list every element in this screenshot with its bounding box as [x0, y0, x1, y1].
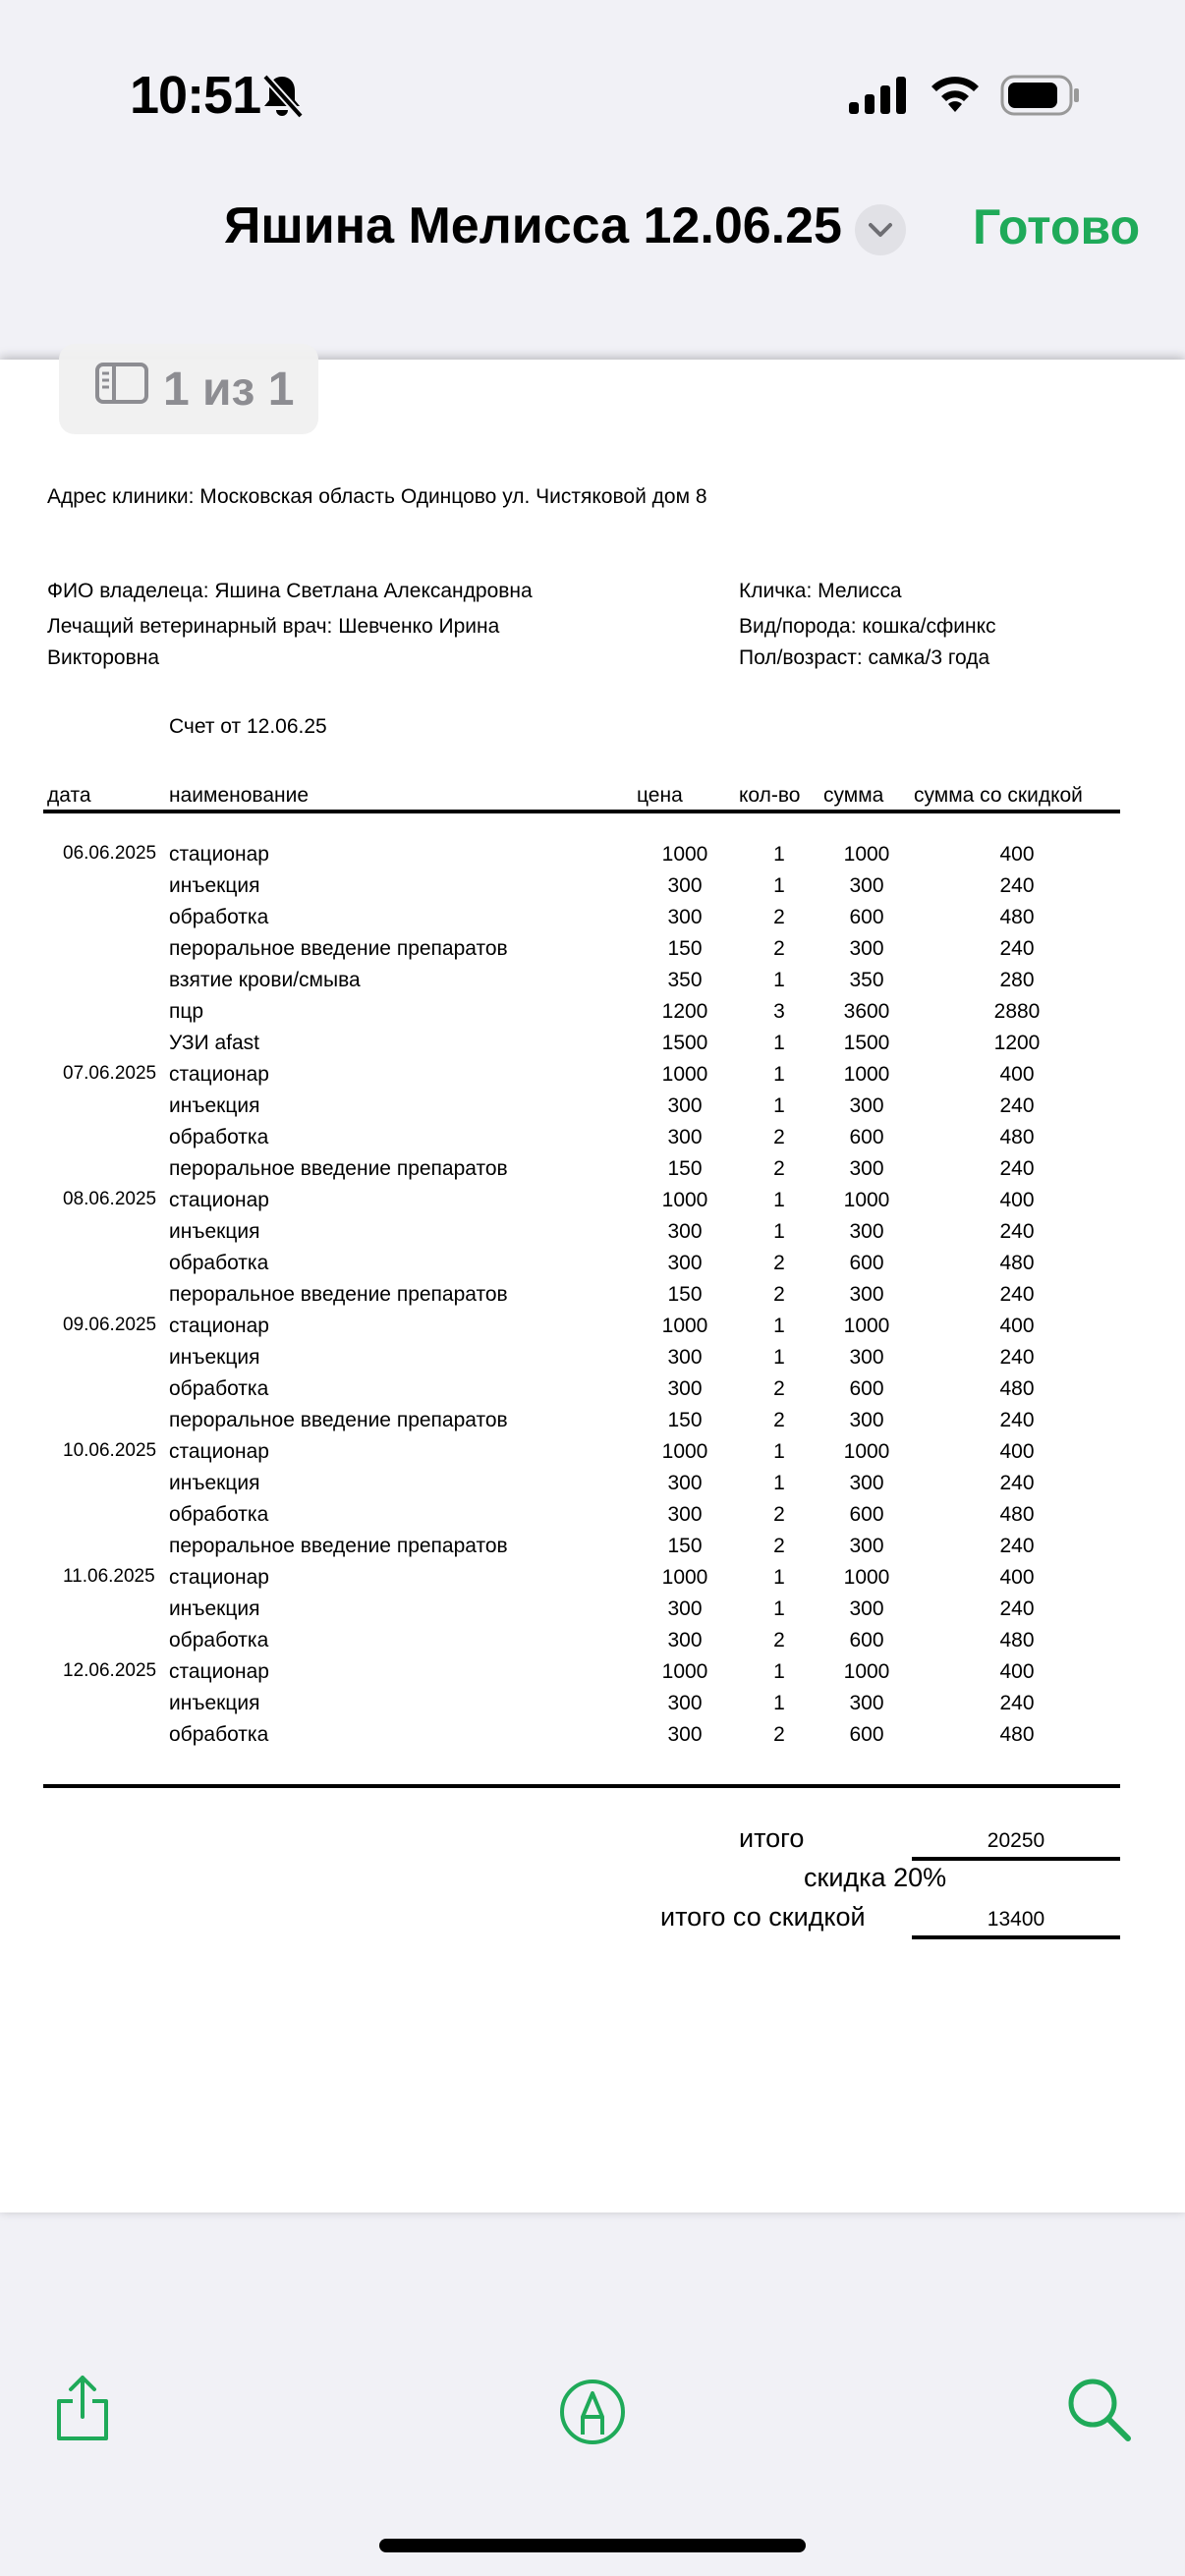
row-price: 150	[667, 1283, 703, 1306]
row-discount-sum: 240	[999, 1692, 1035, 1714]
row-discount-sum: 400	[999, 843, 1035, 866]
chevron-down-icon[interactable]	[855, 204, 906, 255]
row-name: пероральное введение препаратов	[169, 1157, 508, 1180]
row-discount-sum: 480	[999, 1377, 1035, 1400]
total-value: 20250	[987, 1829, 1045, 1852]
table-row	[0, 1126, 1185, 1157]
table-row	[0, 1032, 1185, 1063]
table-row	[0, 1503, 1185, 1535]
row-qty: 3	[773, 1000, 785, 1023]
row-qty: 1	[773, 969, 785, 991]
row-qty: 2	[773, 1535, 785, 1557]
row-name: стационар	[169, 1189, 269, 1211]
row-price: 150	[667, 1157, 703, 1180]
total-label: итого	[739, 1823, 805, 1853]
header-sum: сумма	[823, 784, 884, 807]
table-row	[0, 1094, 1185, 1126]
row-price: 1200	[661, 1000, 708, 1023]
row-name: пероральное введение препаратов	[169, 1409, 508, 1431]
table-row	[0, 937, 1185, 969]
row-name: обработка	[169, 1503, 269, 1526]
row-sum: 1000	[843, 1063, 890, 1086]
table-row	[0, 1346, 1185, 1377]
table-row	[0, 1629, 1185, 1660]
row-discount-sum: 240	[999, 1597, 1035, 1620]
row-price: 300	[667, 906, 703, 928]
header-qty: кол-во	[739, 784, 801, 807]
table-row	[0, 1157, 1185, 1189]
row-name: инъекция	[169, 1220, 260, 1243]
row-discount-sum: 480	[999, 1629, 1035, 1652]
doctor-name-line1: Лечащий ветеринарный врач: Шевченко Ирина	[47, 615, 500, 638]
row-discount-sum: 240	[999, 1157, 1035, 1180]
table-row	[0, 1409, 1185, 1440]
row-name: взятие крови/смыва	[169, 969, 361, 991]
row-name: инъекция	[169, 874, 260, 897]
row-name: обработка	[169, 1252, 269, 1274]
row-price: 1000	[661, 1660, 708, 1683]
row-discount-sum: 400	[999, 1566, 1035, 1589]
page-indicator[interactable]	[59, 344, 318, 434]
row-price: 350	[667, 969, 703, 991]
row-sum: 600	[849, 1126, 884, 1148]
row-sum: 600	[849, 906, 884, 928]
table-row	[0, 1723, 1185, 1755]
row-discount-sum: 400	[999, 1315, 1035, 1337]
table-row	[0, 906, 1185, 937]
row-name: пероральное введение препаратов	[169, 1283, 508, 1306]
row-sum: 600	[849, 1723, 884, 1746]
row-name: стационар	[169, 1440, 269, 1463]
row-name: пероральное введение препаратов	[169, 1535, 508, 1557]
row-price: 300	[667, 1597, 703, 1620]
document-title[interactable]: Яшина Мелисса 12.06.25	[224, 197, 842, 254]
row-date: 11.06.2025	[63, 1566, 155, 1587]
row-date: 09.06.2025	[63, 1315, 157, 1335]
row-sum: 600	[849, 1503, 884, 1526]
pet-name: Кличка: Мелисса	[739, 580, 902, 602]
share-icon[interactable]	[53, 2374, 112, 2447]
table-row	[0, 1597, 1185, 1629]
row-qty: 1	[773, 1220, 785, 1243]
row-price: 300	[667, 1503, 703, 1526]
row-sum: 350	[849, 969, 884, 991]
row-qty: 1	[773, 1566, 785, 1589]
total-underline	[912, 1857, 1120, 1861]
row-qty: 1	[773, 1032, 785, 1054]
table-row	[0, 874, 1185, 906]
table-row	[0, 1220, 1185, 1252]
row-qty: 1	[773, 843, 785, 866]
row-price: 300	[667, 1692, 703, 1714]
pet-species: Вид/порода: кошка/сфинкс	[739, 615, 996, 638]
done-button[interactable]: Готово	[973, 199, 1141, 254]
row-sum: 1500	[843, 1032, 890, 1054]
row-qty: 2	[773, 937, 785, 960]
row-sum: 600	[849, 1629, 884, 1652]
row-discount-sum: 400	[999, 1660, 1035, 1683]
table-row	[0, 1283, 1185, 1315]
header-date: дата	[47, 784, 91, 807]
row-sum: 1000	[843, 1315, 890, 1337]
row-qty: 1	[773, 1472, 785, 1494]
battery-icon	[1000, 75, 1081, 121]
row-sum: 300	[849, 1094, 884, 1117]
row-qty: 1	[773, 1315, 785, 1337]
row-qty: 2	[773, 906, 785, 928]
row-sum: 300	[849, 1535, 884, 1557]
row-discount-sum: 280	[999, 969, 1035, 991]
table-row	[0, 1252, 1185, 1283]
row-name: стационар	[169, 843, 269, 866]
row-price: 150	[667, 1535, 703, 1557]
wifi-icon	[928, 73, 983, 119]
row-name: инъекция	[169, 1692, 260, 1714]
row-qty: 1	[773, 1189, 785, 1211]
table-row	[0, 1440, 1185, 1472]
row-date: 08.06.2025	[63, 1189, 157, 1209]
home-indicator	[379, 2539, 806, 2552]
row-sum: 300	[849, 1472, 884, 1494]
row-qty: 2	[773, 1723, 785, 1746]
row-qty: 1	[773, 1440, 785, 1463]
row-discount-sum: 480	[999, 906, 1035, 928]
discounted-total-underline	[912, 1935, 1120, 1939]
header-name: наименование	[169, 784, 310, 807]
table-row	[0, 843, 1185, 874]
row-price: 300	[667, 1723, 703, 1746]
markup-icon[interactable]	[558, 2378, 627, 2451]
row-qty: 2	[773, 1283, 785, 1306]
row-sum: 300	[849, 1692, 884, 1714]
row-discount-sum: 240	[999, 1472, 1035, 1494]
row-price: 1000	[661, 1440, 708, 1463]
row-qty: 1	[773, 1063, 785, 1086]
row-price: 300	[667, 1377, 703, 1400]
table-row	[0, 1692, 1185, 1723]
row-sum: 300	[849, 1283, 884, 1306]
row-discount-sum: 240	[999, 1283, 1035, 1306]
row-sum: 300	[849, 937, 884, 960]
doctor-name-line2: Викторовна	[47, 646, 160, 669]
row-qty: 1	[773, 1692, 785, 1714]
row-price: 300	[667, 1094, 703, 1117]
table-row	[0, 1472, 1185, 1503]
row-discount-sum: 480	[999, 1723, 1035, 1746]
row-sum: 1000	[843, 1440, 890, 1463]
row-sum: 300	[849, 874, 884, 897]
row-sum: 300	[849, 1346, 884, 1369]
row-price: 1000	[661, 1315, 708, 1337]
row-date: 12.06.2025	[63, 1660, 157, 1681]
page-indicator-label: 1 из 1	[163, 363, 295, 416]
row-qty: 2	[773, 1409, 785, 1431]
row-qty: 1	[773, 1597, 785, 1620]
row-qty: 1	[773, 1094, 785, 1117]
row-price: 300	[667, 1126, 703, 1148]
silent-bell-icon	[257, 71, 307, 125]
row-price: 1500	[661, 1032, 708, 1054]
row-discount-sum: 240	[999, 874, 1035, 897]
discount-label: скидка 20%	[804, 1863, 947, 1892]
owner-name: ФИО владелеца: Яшина Светлана Александровна	[47, 580, 533, 602]
row-name: обработка	[169, 906, 269, 928]
row-name: обработка	[169, 1629, 269, 1652]
table-row	[0, 969, 1185, 1000]
row-discount-sum: 480	[999, 1503, 1035, 1526]
row-sum: 1000	[843, 843, 890, 866]
row-discount-sum: 240	[999, 1094, 1035, 1117]
table-row	[0, 1000, 1185, 1032]
row-name: стационар	[169, 1315, 269, 1337]
row-name: обработка	[169, 1377, 269, 1400]
row-name: обработка	[169, 1126, 269, 1148]
row-price: 300	[667, 874, 703, 897]
table-row	[0, 1189, 1185, 1220]
row-sum: 600	[849, 1252, 884, 1274]
row-sum: 600	[849, 1377, 884, 1400]
row-discount-sum: 240	[999, 1409, 1035, 1431]
search-icon[interactable]	[1065, 2376, 1134, 2449]
row-sum: 3600	[843, 1000, 890, 1023]
row-sum: 300	[849, 1220, 884, 1243]
row-name: инъекция	[169, 1094, 260, 1117]
table-row	[0, 1377, 1185, 1409]
row-price: 150	[667, 937, 703, 960]
row-qty: 2	[773, 1629, 785, 1652]
row-sum: 300	[849, 1409, 884, 1431]
row-qty: 2	[773, 1157, 785, 1180]
row-price: 300	[667, 1252, 703, 1274]
pet-sex-age: Пол/возраст: самка/3 года	[739, 646, 990, 669]
row-price: 1000	[661, 1189, 708, 1211]
sidebar-icon	[94, 362, 149, 417]
cellular-signal-icon	[849, 77, 908, 121]
row-discount-sum: 240	[999, 1346, 1035, 1369]
row-discount-sum: 240	[999, 1535, 1035, 1557]
row-discount-sum: 240	[999, 1220, 1035, 1243]
row-price: 300	[667, 1472, 703, 1494]
header-discount-sum: сумма со скидкой	[914, 784, 1083, 807]
row-qty: 1	[773, 874, 785, 897]
row-date: 07.06.2025	[63, 1063, 157, 1084]
row-sum: 1000	[843, 1566, 890, 1589]
row-price: 150	[667, 1409, 703, 1431]
row-qty: 2	[773, 1126, 785, 1148]
row-name: стационар	[169, 1660, 269, 1683]
row-price: 300	[667, 1220, 703, 1243]
row-discount-sum: 480	[999, 1126, 1035, 1148]
row-name: стационар	[169, 1566, 269, 1589]
row-qty: 1	[773, 1346, 785, 1369]
row-name: инъекция	[169, 1472, 260, 1494]
status-time: 10:51	[130, 66, 261, 125]
row-discount-sum: 400	[999, 1440, 1035, 1463]
row-discount-sum: 480	[999, 1252, 1035, 1274]
clinic-address: Адрес клиники: Московская область Одинцово ул. Чистяковой дом 8	[47, 485, 707, 508]
discounted-total-value: 13400	[987, 1908, 1045, 1931]
row-sum: 300	[849, 1157, 884, 1180]
row-qty: 1	[773, 1660, 785, 1683]
row-price: 1000	[661, 1063, 708, 1086]
header-price: цена	[637, 784, 683, 807]
row-price: 300	[667, 1346, 703, 1369]
row-name: обработка	[169, 1723, 269, 1746]
row-qty: 2	[773, 1377, 785, 1400]
row-name: пцр	[169, 1000, 204, 1023]
row-name: пероральное введение препаратов	[169, 937, 508, 960]
row-name: инъекция	[169, 1346, 260, 1369]
row-discount-sum: 240	[999, 937, 1035, 960]
row-qty: 2	[773, 1252, 785, 1274]
row-sum: 1000	[843, 1189, 890, 1211]
row-sum: 300	[849, 1597, 884, 1620]
row-date: 10.06.2025	[63, 1440, 157, 1461]
row-qty: 2	[773, 1503, 785, 1526]
header-rule	[43, 810, 1120, 813]
row-price: 1000	[661, 1566, 708, 1589]
row-discount-sum: 2880	[993, 1000, 1041, 1023]
row-name: стационар	[169, 1063, 269, 1086]
row-date: 06.06.2025	[63, 843, 157, 864]
table-row	[0, 1660, 1185, 1692]
row-price: 300	[667, 1629, 703, 1652]
table-row	[0, 1535, 1185, 1566]
row-price: 1000	[661, 843, 708, 866]
document-page[interactable]	[0, 360, 1185, 2212]
table-row	[0, 1566, 1185, 1597]
discounted-total-label: итого со скидкой	[660, 1902, 866, 1932]
row-name: УЗИ afast	[169, 1032, 260, 1054]
row-sum: 1000	[843, 1660, 890, 1683]
table-bottom-rule	[43, 1784, 1120, 1788]
row-name: инъекция	[169, 1597, 260, 1620]
invoice-date: Счет от 12.06.25	[169, 715, 327, 738]
row-discount-sum: 1200	[993, 1032, 1041, 1054]
table-row	[0, 1315, 1185, 1346]
row-discount-sum: 400	[999, 1063, 1035, 1086]
table-row	[0, 1063, 1185, 1094]
row-discount-sum: 400	[999, 1189, 1035, 1211]
